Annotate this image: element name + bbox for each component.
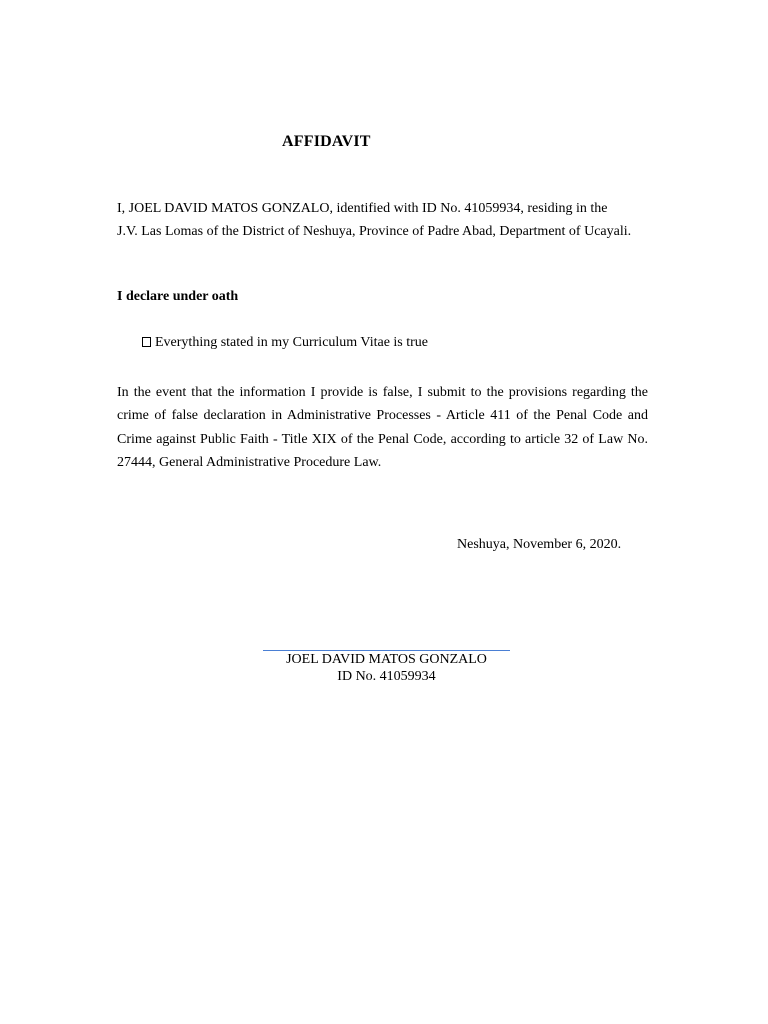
signatory-block xyxy=(263,651,510,685)
checkbox-bullet-icon xyxy=(142,337,151,347)
document-title: AFFIDAVIT xyxy=(282,133,371,150)
consequence-paragraph: In the event that the information I provide is false, I submit to the provisions regarding the crime of false declaration in Administrative Processes - Article 411 of the Penal Code and Crime against Public Faith - Title XIX of the Penal Code, according to article 32 of Law No. 27444, General Administrative Procedure Law. xyxy=(117,385,648,470)
place-and-date: Neshuya, November 6, 2020. xyxy=(457,537,622,552)
intro-line: I, JOEL DAVID MATOS GONZALO, identified with ID No. 41059934, residing in the xyxy=(117,201,608,216)
declaration-item xyxy=(142,335,428,351)
declaration-item-text: Everything stated in my Curriculum Vitae is true xyxy=(155,335,429,350)
declaration-heading: I declare under oath xyxy=(117,289,239,304)
intro-paragraph xyxy=(117,197,657,243)
signatory-name: JOEL DAVID MATOS GONZALO xyxy=(286,652,487,667)
signatory-id: ID No. 41059934 xyxy=(337,669,436,684)
intro-line: J.V. Las Lomas of the District of Neshuya, Province of Padre Abad, Department of Ucayali. xyxy=(117,224,632,239)
